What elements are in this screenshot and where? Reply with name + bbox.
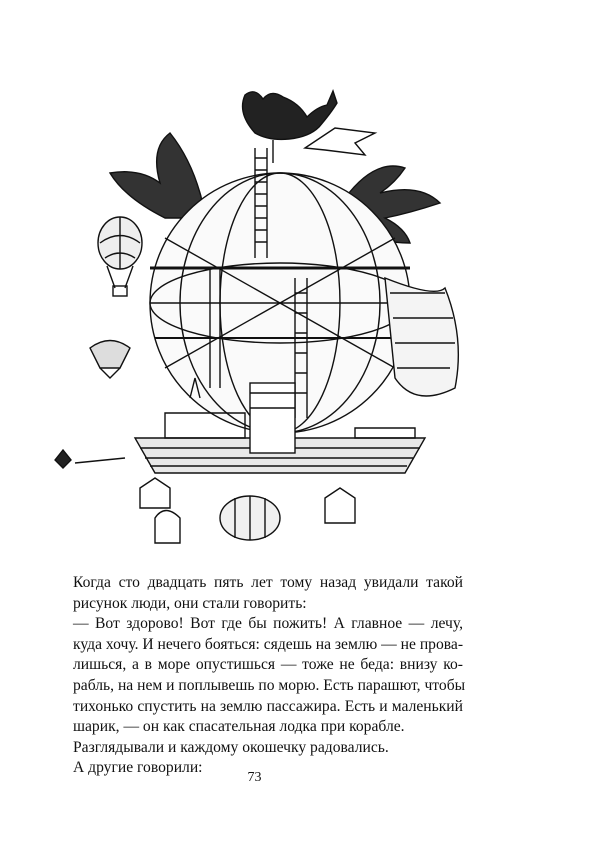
page-number: 73 <box>247 770 262 785</box>
sail <box>385 278 458 396</box>
parachute <box>90 341 130 379</box>
text-line: Когда сто двадцать пять лет тому назад увидали такой <box>73 574 463 591</box>
text-line: рабль, на нем и поплывешь по морю. Есть парашют, чтобы <box>73 676 466 694</box>
text-line: — Вот здорово! Вот где бы пожить! А главное — лечу, <box>73 615 463 633</box>
text-line: шарик, — он как спасательная лодка при корабле. <box>73 718 405 736</box>
text-line: лишься, а в море опустишься — тоже не беда: внизу ко- <box>73 656 463 674</box>
paragraph-3 <box>45 738 463 759</box>
body-text <box>45 573 466 779</box>
text-line: рисунок люди, они стали говорить: <box>73 594 307 612</box>
paragraph-1 <box>45 573 463 614</box>
kite <box>55 450 71 468</box>
gondola-tower <box>250 383 295 453</box>
wing-left <box>110 133 202 218</box>
rooster-weathervane <box>243 91 375 163</box>
barrel <box>220 496 280 540</box>
text-line: А другие говорили: <box>73 759 203 777</box>
text-line: Разглядывали и каждому окошечку радовались. <box>73 738 389 756</box>
airship-illustration <box>45 78 460 553</box>
text-line: куда хочу. И нечего бояться: сядешь на землю — не прова- <box>73 635 464 653</box>
paragraph-2 <box>45 614 466 738</box>
text-line: тихонько спустить на землю пассажира. Есть и маленький <box>73 697 463 715</box>
small-balloon <box>98 217 142 296</box>
